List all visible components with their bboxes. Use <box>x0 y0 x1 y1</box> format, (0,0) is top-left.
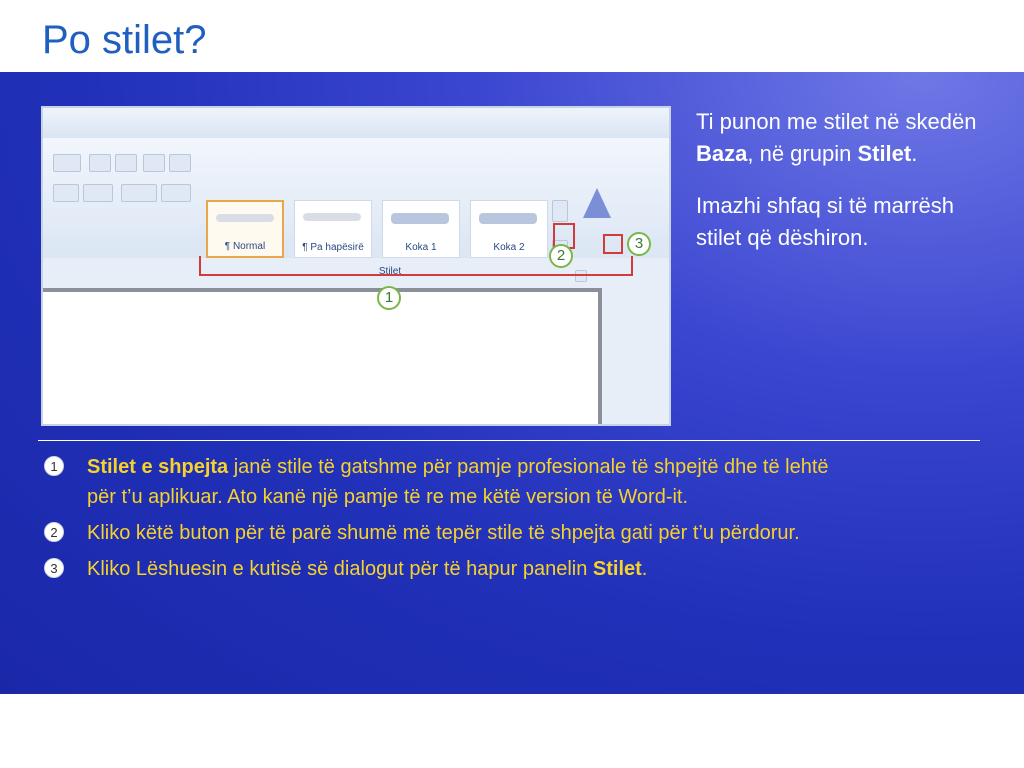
increase-indent-button[interactable] <box>115 154 137 172</box>
style-label-normal: ¶ Normal <box>224 241 266 252</box>
list-item-3-bold: Stilet <box>592 558 642 580</box>
list-item-2 <box>40 518 840 548</box>
side-text-fragment: . <box>911 141 918 166</box>
callout-2: 2 <box>549 244 573 268</box>
style-label-heading-1: Koka 1 <box>405 242 437 253</box>
list-item-2-text: Kliko këtë buton për të parë shumë më tepër stile të shpejta gati për t’u përdorur. <box>87 522 800 544</box>
list-item-1-bold: Stilet e shpejta <box>87 456 229 478</box>
side-bold-baza: Baza <box>696 141 748 166</box>
style-normal[interactable] <box>206 200 284 258</box>
side-paragraph-1 <box>696 106 996 170</box>
list-item-1 <box>40 452 840 512</box>
callout-3: 3 <box>627 232 651 256</box>
styles-scroll-up-button[interactable] <box>552 200 568 222</box>
style-preview <box>216 214 274 222</box>
number-badge: 1 <box>44 456 64 476</box>
style-preview <box>391 213 449 224</box>
side-text-fragment: Ti punon me stilet në skedën <box>696 109 977 134</box>
list-item-3-end: . <box>641 558 648 580</box>
style-preview <box>479 213 537 224</box>
shading-button[interactable] <box>121 184 157 202</box>
decrease-indent-button[interactable] <box>89 154 111 172</box>
style-no-spacing[interactable] <box>294 200 372 258</box>
slide-title: Po stilet? <box>42 18 207 62</box>
borders-button[interactable] <box>161 184 191 202</box>
launcher-highlight <box>603 234 623 254</box>
side-description <box>696 106 996 274</box>
list-item-3-text: Kliko Lëshuesin e kutisë së dialogut për të hapur panelin <box>87 558 593 580</box>
side-text-fragment: , në grupin <box>747 141 858 166</box>
list-item-1-text: janë stile të gatshme për pamje profesionale të shpejtë dhe të lehtë për t’u aplikuar. Ato kanë një pamje të re me këtë version të Word-it. <box>87 456 829 508</box>
style-heading-1[interactable] <box>382 200 460 258</box>
bullets-button[interactable] <box>53 154 81 172</box>
sort-button[interactable] <box>143 154 165 172</box>
list-item-3 <box>40 554 840 584</box>
change-styles-icon[interactable] <box>583 188 611 218</box>
style-preview <box>303 213 361 221</box>
justify-button[interactable] <box>53 184 79 202</box>
ribbon <box>43 138 669 277</box>
line-spacing-button[interactable] <box>83 184 113 202</box>
side-bold-stilet: Stilet <box>857 141 912 166</box>
word-ribbon-screenshot <box>41 106 671 426</box>
style-label-heading-2: Koka 2 <box>493 242 525 253</box>
number-badge: 2 <box>44 522 64 542</box>
ribbon-tab-bar <box>43 108 669 138</box>
show-marks-button[interactable] <box>169 154 191 172</box>
style-heading-2[interactable] <box>470 200 548 258</box>
number-badge: 3 <box>44 558 64 578</box>
styles-group-label: Stilet <box>378 266 402 277</box>
callout-1: 1 <box>377 286 401 310</box>
side-paragraph-2: Imazhi shfaq si të marrësh stilet që dëshiron. <box>696 193 954 250</box>
numbered-list <box>40 452 840 590</box>
document-page <box>43 288 602 426</box>
style-label-no-spacing: ¶ Pa hapësirë <box>302 242 364 253</box>
divider <box>38 440 980 441</box>
